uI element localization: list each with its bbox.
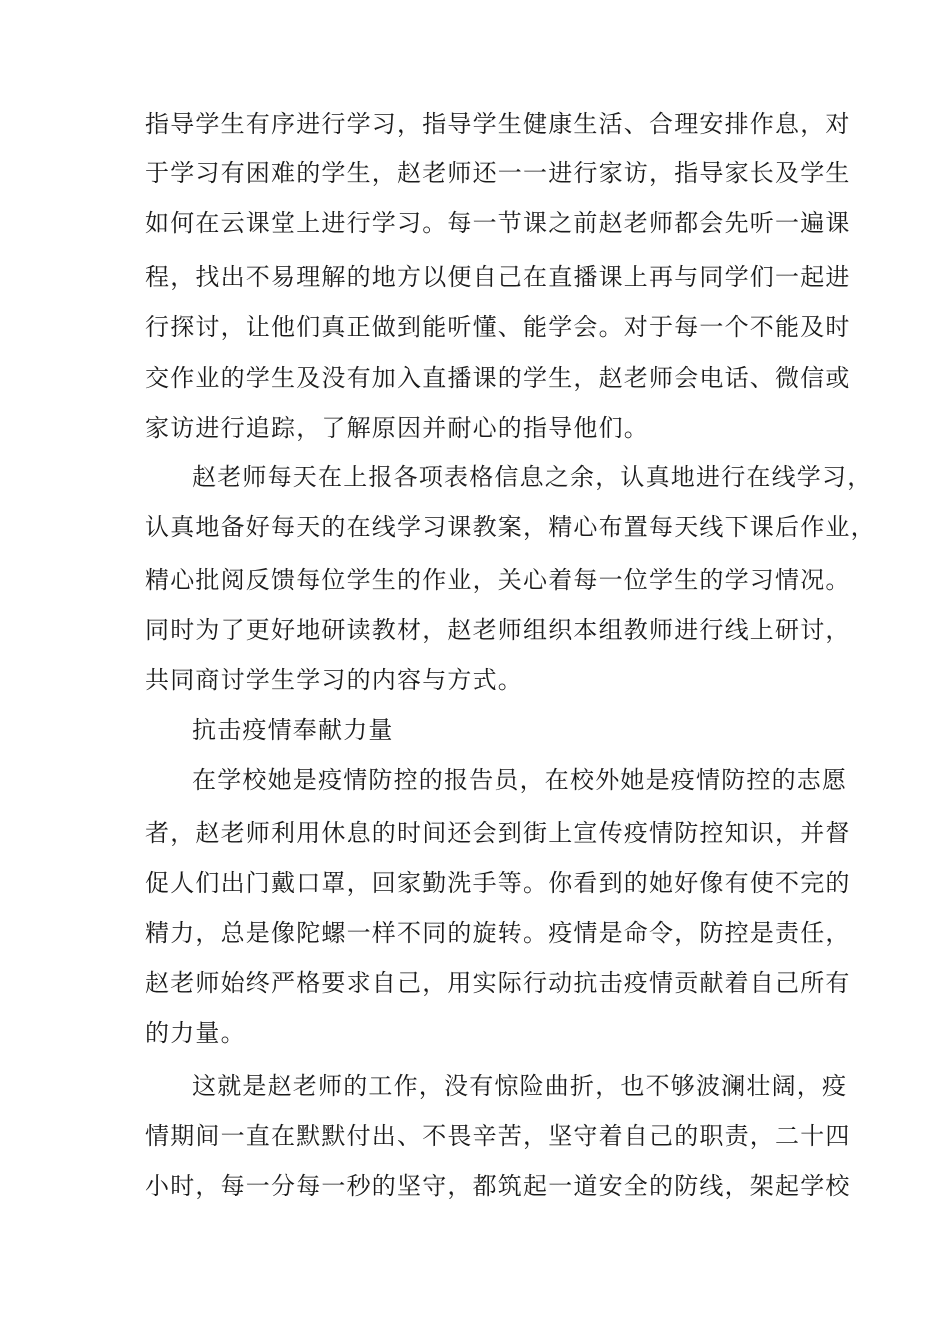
text-line: 者，赵老师利用休息的时间还会到街上宣传疫情防控知识，并督 xyxy=(145,819,851,847)
text-line: 的力量。 xyxy=(145,1019,246,1047)
text-line: 情期间一直在默默付出、不畏辛苦，坚守着自己的职责，二十四 xyxy=(145,1122,851,1150)
text-line: 于学习有困难的学生，赵老师还一一进行家访，指导家长及学生 xyxy=(145,159,851,187)
text-line: 赵老师始终严格要求自己，用实际行动抗击疫情贡献着自己所有 xyxy=(145,969,851,997)
text-line: 在学校她是疫情防控的报告员，在校外她是疫情防控的志愿 xyxy=(192,766,848,794)
text-line: 这就是赵老师的工作，没有惊险曲折，也不够波澜壮阔，疫 xyxy=(192,1072,848,1100)
text-line: 共同商讨学生学习的内容与方式。 xyxy=(145,666,523,694)
text-line: 精心批阅反馈每位学生的作业，关心着每一位学生的学习情况。 xyxy=(145,566,851,594)
text-line: 程，找出不易理解的地方以便自己在直播课上再与同学们一起进 xyxy=(145,263,851,291)
text-line: 指导学生有序进行学习，指导学生健康生活、合理安排作息，对 xyxy=(145,110,851,138)
text-line: 促人们出门戴口罩，回家勤洗手等。你看到的她好像有使不完的 xyxy=(145,869,851,897)
text-line: 家访进行追踪，了解原因并耐心的指导他们。 xyxy=(145,414,649,442)
text-line: 交作业的学生及没有加入直播课的学生，赵老师会电话、微信或 xyxy=(145,364,851,392)
text-line: 认真地备好每天的在线学习课教案，精心布置每天线下课后作业， xyxy=(145,513,876,541)
text-line: 行探讨，让他们真正做到能听懂、能学会。对于每一个不能及时 xyxy=(145,313,851,341)
text-line: 同时为了更好地研读教材，赵老师组织本组教师进行线上研讨， xyxy=(145,616,851,644)
text-line: 赵老师每天在上报各项表格信息之余，认真地进行在线学习， xyxy=(192,463,873,491)
text-line: 如何在云课堂上进行学习。每一节课之前赵老师都会先听一遍课 xyxy=(145,209,851,237)
text-line: 小时，每一分每一秒的坚守，都筑起一道安全的防线，架起学校 xyxy=(145,1172,851,1200)
section-heading: 抗击疫情奉献力量 xyxy=(192,716,394,744)
text-line: 精力，总是像陀螺一样不同的旋转。疫情是命令，防控是责任， xyxy=(145,919,851,947)
